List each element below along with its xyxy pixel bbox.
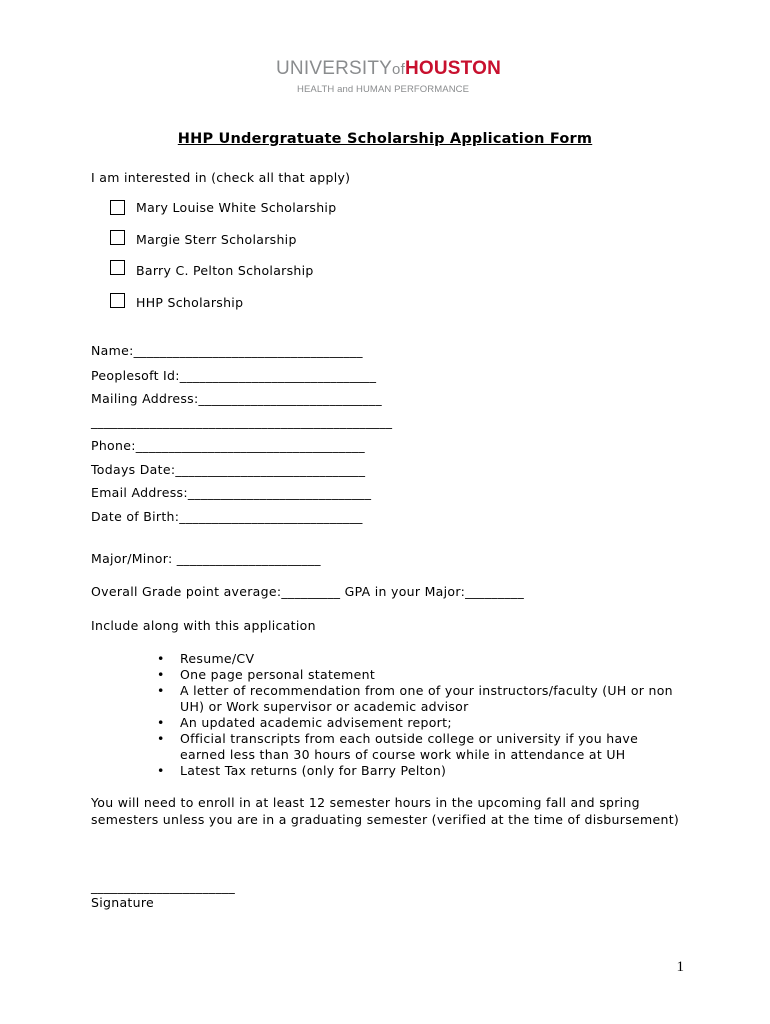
logo-houston-text: HOUSTON <box>404 58 502 79</box>
interest-prompt: I am interested in (check all that apply) <box>91 170 351 185</box>
email-address-field[interactable]: Email Address:____________________________ <box>91 485 372 500</box>
include-heading: Include along with this application <box>91 618 316 633</box>
checkbox-mary-louise-white[interactable] <box>110 200 125 215</box>
list-item-text: Resume/CV <box>180 651 255 666</box>
list-item <box>157 731 677 763</box>
peoplesoft-id-field[interactable]: Peoplesoft Id:______________________________ <box>91 368 377 383</box>
scholarship-label-hhp: HHP Scholarship <box>136 295 244 310</box>
scholarship-label-margie-sterr: Margie Sterr Scholarship <box>136 232 297 247</box>
logo-subtitle: HEALTH and HUMAN PERFORMANCE <box>297 84 470 95</box>
enroll-note-line1: You will need to enroll in at least 12 semester hours in the upcoming fall and spring <box>91 795 640 810</box>
signature-line[interactable]: ______________________ <box>91 879 236 894</box>
checkbox-margie-sterr[interactable] <box>110 230 125 245</box>
signature-label: Signature <box>91 895 155 910</box>
bullet-icon: • <box>157 683 165 698</box>
bullet-icon: • <box>157 667 165 682</box>
enroll-note-line2: semesters unless you are in a graduating semester (verified at the time of disbursement) <box>91 812 680 827</box>
logo-of-text: of <box>392 61 405 78</box>
list-item <box>157 683 677 715</box>
major-minor-field[interactable]: Major/Minor: ______________________ <box>91 551 321 566</box>
mailing-address-line2[interactable]: ______________________________________________ <box>91 414 393 429</box>
name-field[interactable]: Name:___________________________________ <box>91 343 363 358</box>
phone-field[interactable]: Phone:___________________________________ <box>91 438 365 453</box>
list-item-text: An updated academic advisement report; <box>180 715 452 730</box>
list-item-text: Official transcripts from each outside college or university if you have earned less than 30 hours of course work while in attendance at UH <box>180 731 639 762</box>
list-item <box>157 763 677 779</box>
todays-date-field[interactable]: Todays Date:_____________________________ <box>91 462 366 477</box>
mailing-address-field[interactable]: Mailing Address:____________________________ <box>91 391 382 406</box>
date-of-birth-field[interactable]: Date of Birth:____________________________ <box>91 509 363 524</box>
list-item <box>157 667 677 683</box>
page-number: 1 <box>676 959 684 975</box>
list-item <box>157 715 677 731</box>
bullet-icon: • <box>157 715 165 730</box>
form-title: HHP Undergratuate Scholarship Application Form <box>177 131 593 147</box>
list-item-text: Latest Tax returns (only for Barry Pelton) <box>180 763 447 778</box>
include-list <box>157 651 677 779</box>
scholarship-label-barry-pelton: Barry C. Pelton Scholarship <box>136 263 314 278</box>
checkbox-barry-pelton[interactable] <box>110 260 125 275</box>
bullet-icon: • <box>157 763 165 778</box>
list-item-text: One page personal statement <box>180 667 376 682</box>
logo-university-text: UNIVERSITY <box>276 58 393 79</box>
gpa-fields[interactable]: Overall Grade point average:_________ GPA in your Major:_________ <box>91 584 525 599</box>
bullet-icon: • <box>157 731 165 746</box>
list-item-text: A letter of recommendation from one of your instructors/faculty (UH or non UH) or Work supervisor or academic advisor <box>180 683 673 714</box>
bullet-icon: • <box>157 651 165 666</box>
university-logo <box>276 58 501 81</box>
checkbox-hhp[interactable] <box>110 293 125 308</box>
list-item <box>157 651 677 667</box>
scholarship-label-mary-louise-white: Mary Louise White Scholarship <box>136 200 337 215</box>
